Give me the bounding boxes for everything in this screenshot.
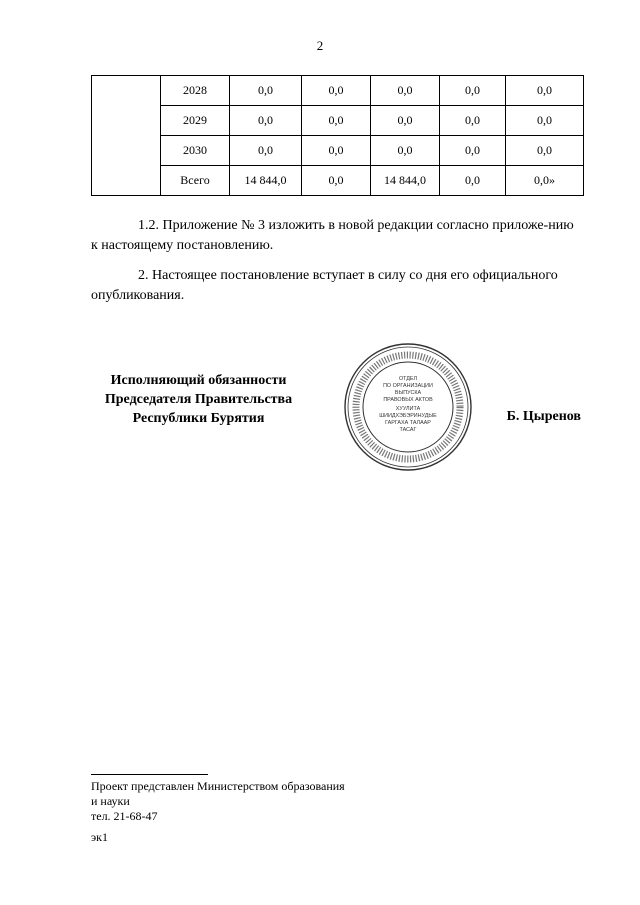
table-row-total xyxy=(92,166,584,196)
table-row xyxy=(92,136,584,166)
seal-text: ХУУЛИТА xyxy=(395,406,421,412)
seal-text: ПРАВОВЫХ АКТОВ xyxy=(383,397,433,403)
footer-divider xyxy=(91,774,208,775)
seal-text: ШИИДХЭБЭРИНУДЫЕ xyxy=(379,413,437,419)
signatory-name: Б. Цыренов xyxy=(506,409,581,424)
signatory-position-line: Председателя Правительства xyxy=(104,392,293,407)
page-number: 2 xyxy=(316,38,324,53)
footer-line: Проект представлен Министерством образования xyxy=(91,779,345,793)
table-cell-year: 2028 xyxy=(161,76,230,106)
table-cell: 0,0 xyxy=(302,136,371,166)
table-cell: 0,0 xyxy=(230,76,302,106)
table-cell-year: 2030 xyxy=(161,136,230,166)
seal-text: ТАСАГ xyxy=(399,427,417,433)
footer-note xyxy=(91,779,345,824)
paragraph-1-2: 1.2. Приложение № 3 изложить в новой редакции согласно приложе-нию к настоящему постановлению. xyxy=(91,218,574,253)
seal-text: ВЫПУСКА xyxy=(394,390,422,396)
signatory-position-line: Республики Бурятия xyxy=(132,411,265,426)
merged-empty-cell xyxy=(92,76,161,196)
table-cell: 0,0 xyxy=(440,136,506,166)
table-row xyxy=(92,106,584,136)
table-row xyxy=(92,76,584,106)
signatory-position xyxy=(91,371,306,428)
seal-text: ОТДЕЛ xyxy=(398,376,418,382)
table-cell: 0,0 xyxy=(230,136,302,166)
table-cell-total-label: Всего xyxy=(161,166,230,196)
table-cell: 14 844,0 xyxy=(371,166,440,196)
table-cell: 0,0 xyxy=(302,166,371,196)
budget-table xyxy=(91,75,584,196)
paragraph-2: 2. Настоящее постановление вступает в силу со дня его официального опубликования. xyxy=(91,268,558,303)
table-cell: 0,0 xyxy=(371,106,440,136)
footer-phone: тел. 21-68-47 xyxy=(91,809,158,823)
seal-text: ГАРГАХА ТАЛААР xyxy=(385,420,431,426)
table-cell: 0,0 xyxy=(440,166,506,196)
table-cell: 0,0 xyxy=(230,106,302,136)
table-cell-year: 2029 xyxy=(161,106,230,136)
signatory-position-line: Исполняющий обязанности xyxy=(110,373,287,388)
table-cell: 0,0 xyxy=(440,76,506,106)
table-cell: 0,0 xyxy=(506,136,584,166)
table-cell: 0,0 xyxy=(371,136,440,166)
table-cell: 0,0 xyxy=(440,106,506,136)
footer-line: и науки xyxy=(91,794,130,808)
table-cell: 0,0 xyxy=(302,106,371,136)
document-code: эк1 xyxy=(91,830,108,844)
table-cell: 0,0» xyxy=(506,166,584,196)
table-cell: 14 844,0 xyxy=(230,166,302,196)
seal-text: ПО ОРГАНИЗАЦИИ xyxy=(383,383,433,389)
table-cell: 0,0 xyxy=(302,76,371,106)
table-cell: 0,0 xyxy=(506,106,584,136)
table-cell: 0,0 xyxy=(506,76,584,106)
official-seal xyxy=(343,342,473,472)
table-cell: 0,0 xyxy=(371,76,440,106)
